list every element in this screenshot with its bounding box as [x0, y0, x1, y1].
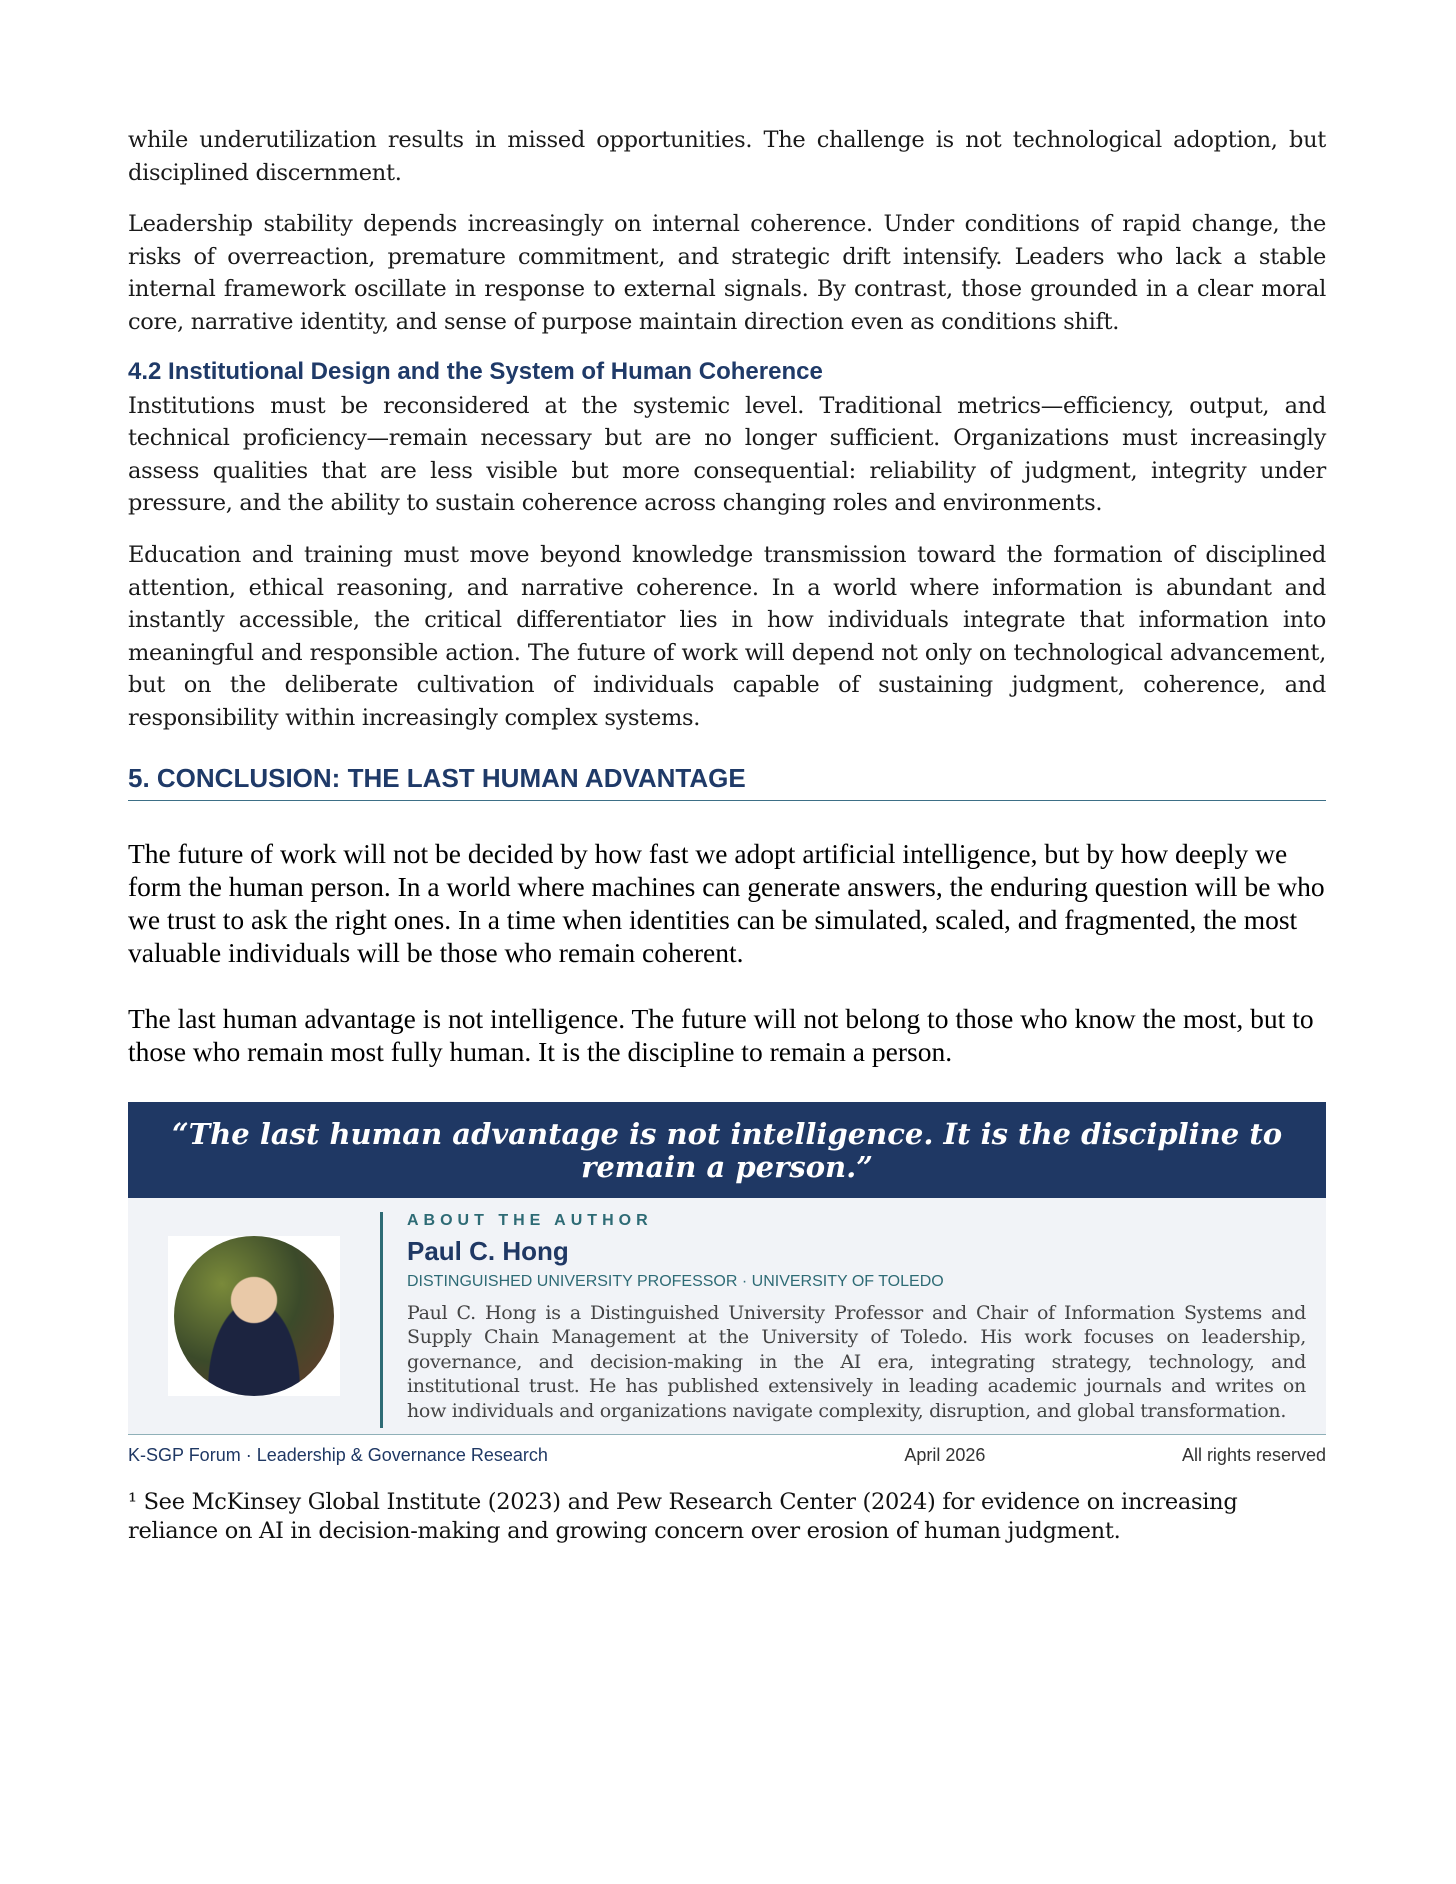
- author-photo: [168, 1236, 340, 1396]
- author-bio-text: Paul C. Hong is a Distinguished University Professor and Chair of Information Systems and Supply Chain Management at the University of Toledo. His work focuses on leadership, governance, and decision-making in the AI era, integrating strategy, technology, and institutional trust. He has published extensively in leading academic journals and writes on how individuals and organizations navigate complexity, disruption, and global transformation.: [407, 1301, 1306, 1422]
- footer-rights: All rights reserved: [1181, 1444, 1326, 1465]
- footer-left: K-SGP Forum · Leadership & Governance Research: [128, 1444, 548, 1465]
- avatar: [174, 1236, 334, 1396]
- author-photo-wrap: [128, 1198, 380, 1434]
- pull-quote: “The last human advantage is not intelligence. It is the discipline to remain a person.”: [128, 1102, 1326, 1198]
- conclusion-paragraph: The future of work will not be decided by how fast we adopt artificial intelligence, but by how deeply we form the human person. In a world where machines can generate answers, the enduring question will be who we trust to ask the right ones. In a time when identities can be simulated, scaled, and fragmented, the most valuable individuals will be those who remain coherent.: [128, 837, 1325, 968]
- body-paragraph: Leadership stability depends increasingly on internal coherence. Under conditions of rapid change, the risks of overreaction, premature commitment, and strategic drift intensify. Leaders who lack a stable internal framework oscillate in response to external signals. By contrast, those grounded in a clear moral core, narrative identity, and sense of purpose maintain direction even as conditions shift.: [128, 211, 1326, 335]
- author-title: DISTINGUISHED UNIVERSITY PROFESSOR · UNIVERSITY OF TOLEDO: [407, 1272, 944, 1290]
- footer-date: April 2026: [904, 1444, 986, 1465]
- body-paragraph: Institutions must be reconsidered at the systemic level. Traditional metrics—efficiency, output, and technical proficiency—remain necessary but are no longer sufficient. Organizations must increasingly assess qualities that are less visible but more consequential: reliability of judgment, integrity under pressure, and the ability to sustain coherence across changing roles and environments.: [128, 392, 1326, 517]
- author-label: ABOUT THE AUTHOR: [407, 1211, 653, 1229]
- author-box: [128, 1198, 1326, 1435]
- section-heading: 5. CONCLUSION: THE LAST HUMAN ADVANTAGE: [128, 763, 1326, 801]
- page-footer: [128, 1445, 1326, 1466]
- subsection-heading: 4.2 Institutional Design and the System of Human Coherence: [128, 357, 823, 385]
- document-page: [128, 124, 1326, 1546]
- conclusion-paragraph: The last human advantage is not intelligence. The future will not belong to those who know the most, but to those who remain most fully human. It is the discipline to remain a person.: [128, 1002, 1314, 1067]
- body-paragraph: Education and training must move beyond knowledge transmission toward the formation of disciplined attention, ethical reasoning, and narrative coherence. In a world where information is abundant and instantly accessible, the critical differentiator lies in how individuals integrate that information into meaningful and responsible action. The future of work will depend not only on technological advancement, but on the deliberate cultivation of individuals capable of sustaining judgment, coherence, and responsibility within increasingly complex systems.: [128, 541, 1326, 731]
- body-paragraph: while underutilization results in missed opportunities. The challenge is not technological adoption, but disciplined discernment.: [128, 127, 1326, 186]
- author-bio: [380, 1212, 1326, 1428]
- footnote: ¹ See McKinsey Global Institute (2023) and Pew Research Center (2024) for evidence on increasing reliance on AI in decision-making and growing concern over erosion of human judgment.: [128, 1488, 1238, 1544]
- author-name: Paul C. Hong: [407, 1235, 569, 1266]
